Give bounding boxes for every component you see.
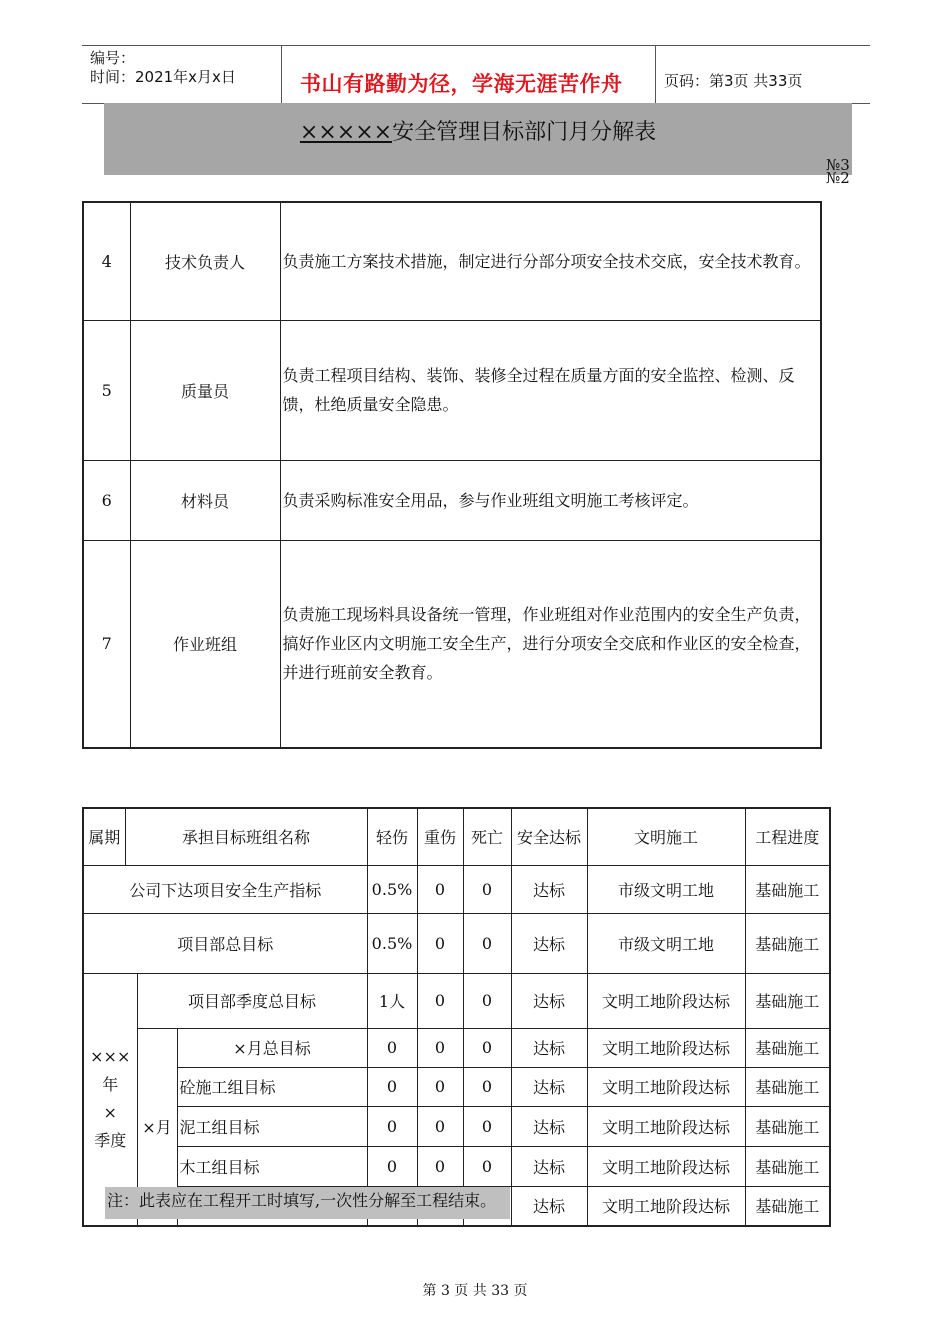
- col-minor: 轻伤: [367, 808, 417, 865]
- duty-desc: 负责施工方案技术措施，制定进行分部分项安全技术交底，安全技术教育。: [280, 202, 821, 320]
- duty-no: 7: [83, 540, 130, 748]
- cell-serious: 0: [417, 913, 463, 973]
- duty-desc: 负责工程项目结构、装饰、装修全过程在质量方面的安全监控、检测、反馈，杜绝质量安全隐患。: [280, 320, 821, 460]
- cell-death: 0: [463, 865, 511, 913]
- col-period: 属期: [83, 808, 125, 865]
- duty-role: 技术负责人: [130, 202, 280, 320]
- cell-safety: 达标: [511, 913, 587, 973]
- cell-safety: 达标: [511, 865, 587, 913]
- cell-minor: 0: [367, 1106, 417, 1146]
- cell-progress: 基础施工: [745, 913, 830, 973]
- cell-progress: 基础施工: [745, 865, 830, 913]
- col-progress: 工程进度: [745, 808, 830, 865]
- duty-desc: 负责采购标准安全用品，参与作业班组文明施工考核评定。: [280, 460, 821, 540]
- cell-minor: 0: [367, 1146, 417, 1186]
- cell-death: 0: [463, 1067, 511, 1106]
- duties-table: [82, 201, 822, 749]
- cell-serious: 0: [417, 1106, 463, 1146]
- month-label: ×月: [137, 1028, 177, 1226]
- cell-progress: 基础施工: [745, 973, 830, 1028]
- table-row: [83, 202, 821, 320]
- cell-progress: 基础施工: [745, 1028, 830, 1067]
- quarter-label-line: ×: [103, 1103, 117, 1123]
- cell-safety: 达标: [511, 1106, 587, 1146]
- cell-safety: 达标: [511, 1028, 587, 1067]
- table-row: [83, 460, 821, 540]
- title-prefix: ×××××: [299, 120, 393, 145]
- cell-safety: 达标: [511, 1146, 587, 1186]
- header-top-rule: [82, 45, 870, 46]
- row-name: 砼施工组目标: [177, 1067, 367, 1106]
- cell-safety: 达标: [511, 1186, 587, 1226]
- cell-minor: 0.5%: [367, 913, 417, 973]
- cell-serious: 0: [417, 1028, 463, 1067]
- cell-death: 0: [463, 1028, 511, 1067]
- cell-progress: 基础施工: [745, 1186, 830, 1226]
- quarter-label-line: ×××: [90, 1047, 131, 1067]
- table-row: [83, 1146, 830, 1186]
- cell-progress: 基础施工: [745, 1067, 830, 1106]
- cell-minor: 0: [367, 1028, 417, 1067]
- row-name: 木工组目标: [177, 1146, 367, 1186]
- page-title: [104, 115, 852, 146]
- cell-civil: 文明工地阶段达标: [587, 1146, 745, 1186]
- col-death: 死亡: [463, 808, 511, 865]
- page-label: 页码：第3页 共33页: [664, 72, 803, 90]
- slogan: 书山有路勤为径，学海无涯苦作舟: [300, 71, 623, 96]
- code-label: 编号：: [90, 49, 136, 67]
- cell-progress: 基础施工: [745, 1146, 830, 1186]
- cell-civil: 文明工地阶段达标: [587, 1067, 745, 1106]
- col-civil: 文明施工: [587, 808, 745, 865]
- cell-progress: 基础施工: [745, 1106, 830, 1146]
- form-number: [826, 156, 850, 187]
- cell-safety: 达标: [511, 973, 587, 1028]
- duty-no: 5: [83, 320, 130, 460]
- form-number-3: №3: [826, 156, 850, 174]
- cell-serious: 0: [417, 1146, 463, 1186]
- form-number-2: №2: [826, 169, 850, 187]
- col-serious: 重伤: [417, 808, 463, 865]
- cell-civil: 市级文明工地: [587, 865, 745, 913]
- cell-minor: 0: [367, 1067, 417, 1106]
- col-safety: 安全达标: [511, 808, 587, 865]
- header-divider-1: [281, 45, 282, 103]
- quarter-label-line: 季度: [94, 1131, 127, 1151]
- cell-death: 0: [463, 1146, 511, 1186]
- duty-desc: 负责施工现场料具设备统一管理，作业班组对作业范围内的安全生产负责，搞好作业区内文明施工安全生产，进行分项安全交底和作业区的安全检查，并进行班前安全教育。: [280, 540, 821, 748]
- table-row: [83, 1106, 830, 1146]
- note: 注：此表应在工程开工时填写,一次性分解至工程结束。: [105, 1187, 510, 1219]
- table-row: [83, 1067, 830, 1106]
- table-row: [83, 1028, 830, 1067]
- row-name: 泥工组目标: [177, 1106, 367, 1146]
- cell-serious: 0: [417, 1067, 463, 1106]
- header-divider-2: [655, 45, 656, 103]
- quarter-label-line: 年: [102, 1075, 119, 1095]
- duty-role: 材料员: [130, 460, 280, 540]
- col-team: 承担目标班组名称: [125, 808, 367, 865]
- cell-death: 0: [463, 973, 511, 1028]
- row-name: 公司下达项目安全生产指标: [83, 865, 367, 913]
- targets-table: [82, 807, 831, 1227]
- duty-no: 4: [83, 202, 130, 320]
- cell-minor: 0.5%: [367, 865, 417, 913]
- page-footer: 第 3 页 共 33 页: [422, 1283, 528, 1299]
- cell-civil: 文明工地阶段达标: [587, 973, 745, 1028]
- table-row: [83, 913, 830, 973]
- cell-civil: 市级文明工地: [587, 913, 745, 973]
- row-name: 项目部季度总目标: [137, 973, 367, 1028]
- cell-safety: 达标: [511, 1067, 587, 1106]
- table-row: [83, 973, 830, 1028]
- cell-death: 0: [463, 1106, 511, 1146]
- title-banner: [104, 103, 852, 175]
- table-row: [83, 540, 821, 748]
- cell-serious: 0: [417, 865, 463, 913]
- duty-role: 质量员: [130, 320, 280, 460]
- cell-civil: 文明工地阶段达标: [587, 1186, 745, 1226]
- row-name: 项目部总目标: [83, 913, 367, 973]
- cell-serious: 0: [417, 973, 463, 1028]
- cell-minor: 1人: [367, 973, 417, 1028]
- table-row: [83, 320, 821, 460]
- cell-death: 0: [463, 913, 511, 973]
- cell-civil: 文明工地阶段达标: [587, 1028, 745, 1067]
- row-name: ×月总目标: [177, 1028, 367, 1067]
- title-main: 安全管理目标部门月分解表: [392, 120, 657, 145]
- table-row: [83, 865, 830, 913]
- duty-no: 6: [83, 460, 130, 540]
- cell-civil: 文明工地阶段达标: [587, 1106, 745, 1146]
- time-label: 时间：2021年x月x日: [90, 68, 236, 86]
- duty-role: 作业班组: [130, 540, 280, 748]
- header-row: [83, 808, 830, 865]
